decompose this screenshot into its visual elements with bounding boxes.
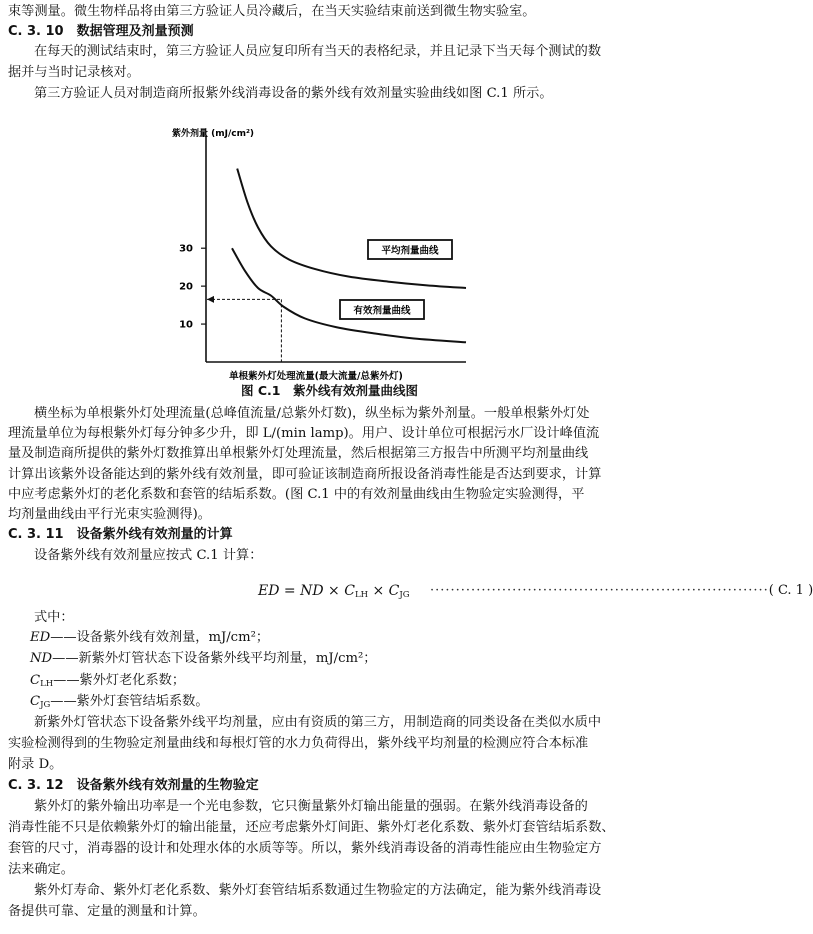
dose-arrow-head (207, 296, 214, 303)
definition-cjg: $C_{JG}——$紫外灯套管结垢系数。 (30, 694, 209, 710)
effective-dose-legend: 有效剂量曲线 (353, 305, 411, 317)
dose-curve-chart (150, 122, 490, 384)
text-line: 据并与当时记录核对。 (8, 65, 140, 80)
text-line: 紫外灯的紫外输出功率是一个光电参数，它只衡量紫外灯输出能量的强弱。在紫外线消毒设备的 (34, 799, 588, 814)
text-line: 紫外灯寿命、紫外灯老化系数、紫外灯套管结垢系数通过生物验定的方法确定，能为紫外线消毒设 (34, 883, 602, 898)
text-line: 新紫外灯管状态下设备紫外线平均剂量，应由有资质的第三方，用制造商的同类设备在类似水质中 (34, 715, 602, 730)
text-line: 均剂量曲线由平行光束实验测得)。 (8, 507, 211, 522)
y-tick-label: 20 (179, 281, 193, 293)
definition-clh: $C_{LH}——$紫外灯老化系数； (30, 673, 186, 689)
section-heading-c3-11: C. 3. 11 设备紫外线有效剂量的计算 (8, 527, 233, 542)
text-line: 设备紫外线有效剂量应按式 C.1 计算： (34, 548, 263, 563)
text-line: 计算出该紫外设备能达到的紫外线有效剂量，即可验证该制造商所报设备消毒性能是否达到要求，计算 (8, 467, 602, 482)
effective-dose-curve (232, 248, 466, 342)
text-line: 横坐标为单根紫外灯处理流量(总峰值流量/总紫外灯数)，纵坐标为紫外剂量。一般单根紫外灯处 (34, 406, 590, 421)
definition-nd: ND——新紫外灯管状态下设备紫外线平均剂量，mJ/cm²； (30, 651, 377, 666)
text-line: 附录 D。 (8, 757, 63, 772)
y-axis-label: 紫外剂量 (mJ/cm²) (172, 129, 255, 139)
average-dose-legend: 平均剂量曲线 (381, 245, 439, 257)
equation-c1: ED = ND × $C_{LH} \times C_{JG}$ (258, 583, 410, 600)
average-dose-curve (237, 169, 466, 288)
text-line: 套管的尺寸，消毒器的设计和处理水体的水质等等。所以，紫外线消毒设备的消毒性能应由生物验定方 (8, 841, 602, 856)
text-line: 第三方验证人员对制造商所报紫外线消毒设备的紫外线有效剂量实验曲线如图 C.1 所示。 (34, 86, 553, 101)
text-line: 法来确定。 (8, 862, 74, 877)
text-line: 中应考虑紫外灯的老化系数和套管的结垢系数。(图 C.1 中的有效剂量曲线由生物验定实验测得，平 (8, 487, 585, 502)
section-heading-c3-10: C. 3. 10 数据管理及剂量预测 (8, 24, 194, 39)
text-line: 式中： (34, 610, 74, 625)
text-line: 束等测量。微生物样品将由第三方验证人员冷藏后，在当天实验结束前送到微生物实验室。 (8, 4, 536, 19)
text-line: 理流量单位为每根紫外灯每分钟多少升，即 L/(min lamp)。用户、设计单位可根据污水厂设计峰值流 (8, 426, 600, 441)
text-line: 实验检测得到的生物验定剂量曲线和每根灯管的水力负荷得出，紫外线平均剂量的检测应符合本标准 (8, 736, 589, 751)
y-tick-label: 30 (179, 243, 193, 255)
text-line: 在每天的测试结束时，第三方验证人员应复印所有当天的表格纪录，并且记录下当天每个测试的数 (34, 44, 602, 59)
text-line: 备提供可靠、定量的测量和计算。 (8, 904, 206, 919)
y-tick-label: 10 (179, 319, 193, 331)
x-axis-label: 单根紫外灯处理流量(最大流量/总紫外灯) (229, 371, 403, 382)
definition-ed: ED——设备紫外线有效剂量，mJ/cm²； (30, 630, 270, 645)
text-line: 消毒性能不只是依赖紫外灯的输出能量，还应考虑紫外灯间距、紫外灯老化系数、紫外灯套管结垢系数、 (8, 820, 615, 835)
section-heading-c3-12: C. 3. 12 设备紫外线有效剂量的生物验定 (8, 778, 259, 793)
figure-caption: 图 C.1 紫外线有效剂量曲线图 (241, 383, 418, 398)
equation-number: ·································································· ( C. 1 ) (430, 583, 813, 598)
text-line: 量及制造商所提供的紫外灯数推算出单根紫外灯处理流量，然后根据第三方报告中所测平均剂量曲线 (8, 446, 589, 461)
